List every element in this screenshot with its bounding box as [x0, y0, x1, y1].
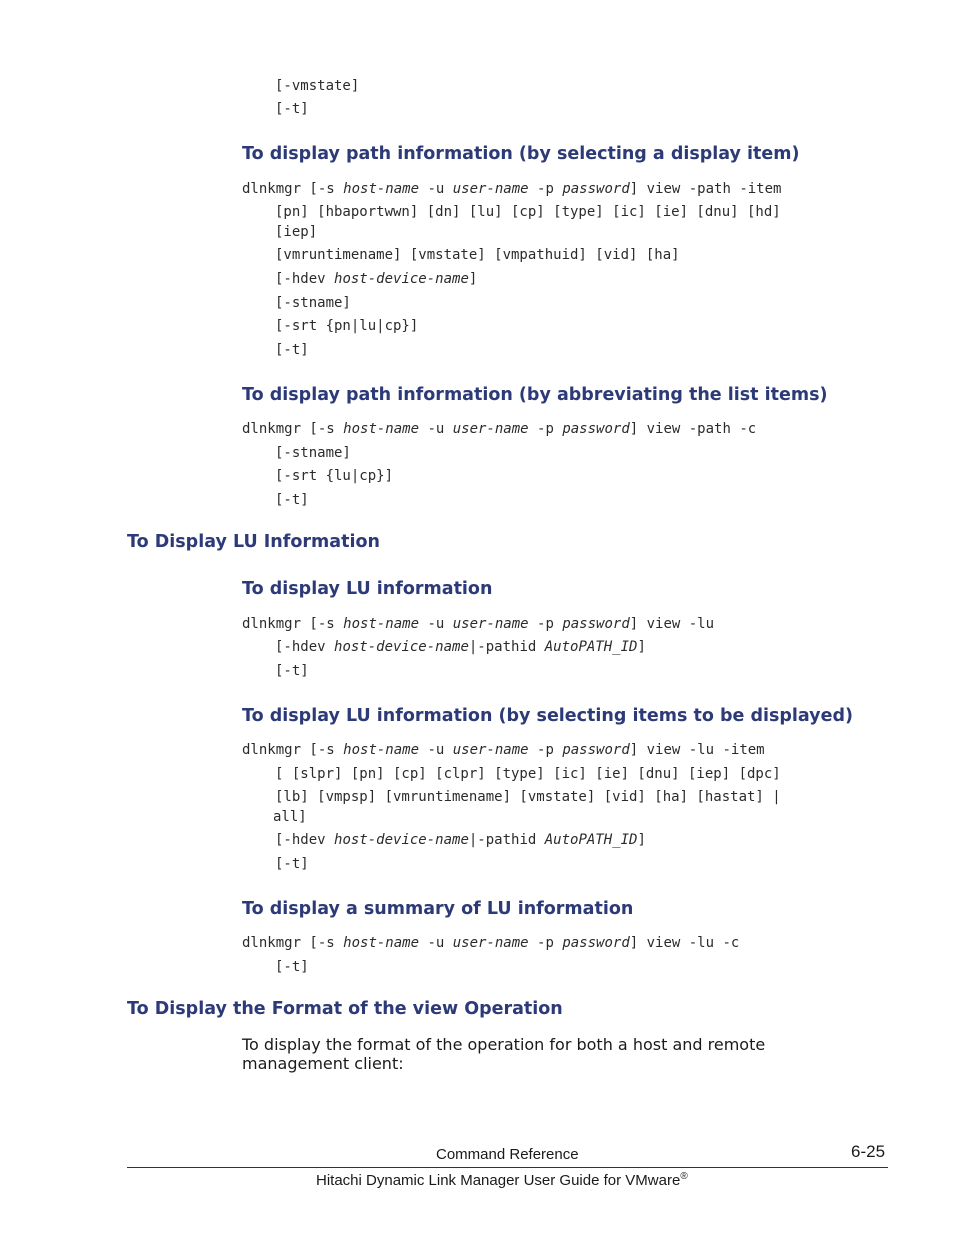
code-line: [-t] — [275, 856, 309, 872]
code-line: [-stname] — [275, 445, 351, 461]
command-line: dlnkmgr [-s host-name -u user-name -p password] view -path -item — [242, 181, 782, 197]
code-line: [-hdev host-device-name|-pathid AutoPATH_ID] — [275, 832, 646, 848]
footer-divider — [127, 1167, 888, 1168]
command-line: dlnkmgr [-s host-name -u user-name -p password] view -lu — [242, 616, 715, 632]
command-line: dlnkmgr [-s host-name -u user-name -p password] view -lu -c — [242, 935, 740, 951]
code-line: [-hdev host-device-name|-pathid AutoPATH_ID] — [275, 639, 646, 655]
code-line: [-t] — [275, 492, 309, 508]
code-line: [-t] — [275, 663, 309, 679]
footer-section-name: Command Reference — [436, 1146, 579, 1163]
code-line: [lb] [vmpsp] [vmruntimename] [vmstate] [vid] [ha] [hastat] | — [275, 789, 781, 805]
code-line: all] — [273, 809, 307, 825]
code-line: [-vmstate] — [275, 78, 360, 94]
page-number: 6-25 — [851, 1142, 886, 1161]
code-line: [-srt {pn|lu|cp}] — [275, 318, 419, 334]
command-line: dlnkmgr [-s host-name -u user-name -p password] view -path -c — [242, 421, 757, 437]
code-line: [ [slpr] [pn] [cp] [clpr] [type] [ic] [ie] [dnu] [iep] [dpc] — [275, 766, 781, 782]
section-heading: To display LU information (by selecting items to be displayed) — [242, 706, 853, 726]
code-line: [-srt {lu|cp}] — [275, 468, 394, 484]
body-paragraph: To display the format of the operation for both a host and remote management client: — [242, 1035, 766, 1073]
command-line: dlnkmgr [-s host-name -u user-name -p password] view -lu -item — [242, 742, 765, 758]
code-line: [-stname] — [275, 295, 351, 311]
code-line: [pn] [hbaportwwn] [dn] [lu] [cp] [type] [ic] [ie] [dnu] [hd] — [275, 204, 781, 220]
section-heading: To display path information (by abbreviating the list items) — [242, 385, 828, 405]
section-heading: To display a summary of LU information — [242, 899, 634, 919]
code-line: [-t] — [275, 101, 309, 117]
chapter-heading: To Display the Format of the view Operation — [127, 999, 563, 1019]
code-line: [vmruntimename] [vmstate] [vmpathuid] [vid] [ha] — [275, 247, 680, 263]
section-heading: To display path information (by selecting a display item) — [242, 144, 800, 164]
footer-book-title: Hitachi Dynamic Link Manager User Guide for VMware® — [316, 1171, 688, 1189]
section-heading: To display LU information — [242, 579, 493, 599]
code-line: [-hdev host-device-name] — [275, 271, 478, 287]
code-line: [-t] — [275, 342, 309, 358]
chapter-heading: To Display LU Information — [127, 532, 380, 552]
code-line: [-t] — [275, 959, 309, 975]
code-line: [iep] — [275, 224, 318, 240]
